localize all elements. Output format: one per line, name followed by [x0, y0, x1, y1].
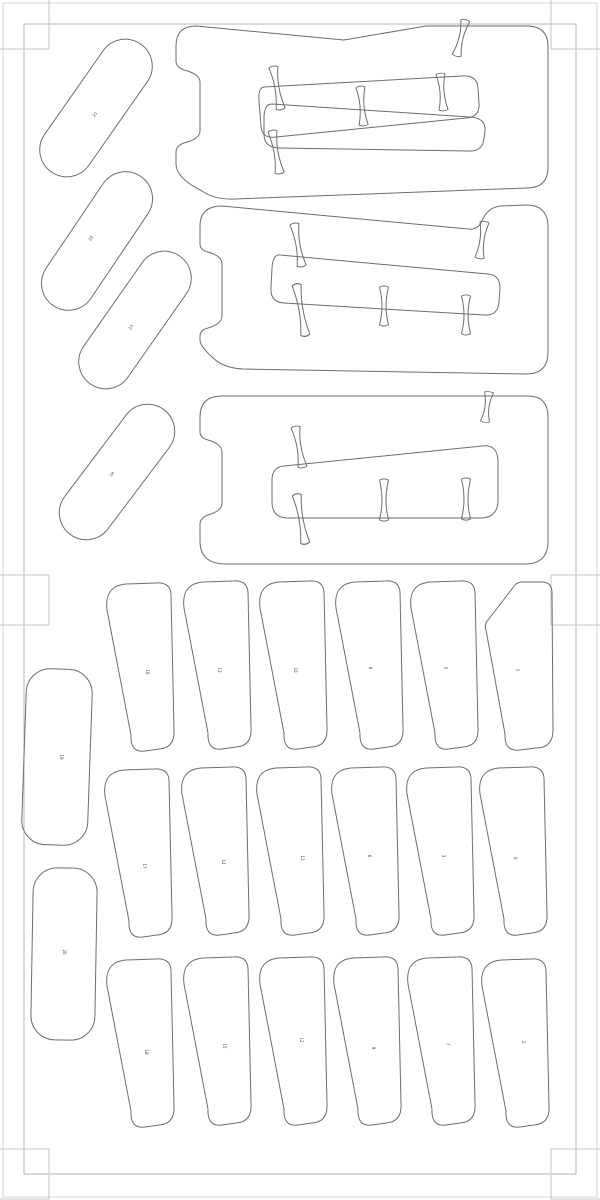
part-outline-strip-r1c2[interactable]	[184, 581, 251, 749]
plate-2	[200, 205, 548, 374]
part-outline-strip-r1c1[interactable]	[107, 583, 174, 751]
strip-grid-row-3	[107, 957, 549, 1127]
part-outline-strip-r2c2[interactable]	[182, 767, 249, 935]
part-label: 21	[91, 110, 99, 118]
part-label: 16	[145, 669, 150, 675]
part-outline-strip-r3c4[interactable]	[334, 957, 401, 1125]
part-outline-strip-r2c3[interactable]	[257, 767, 324, 935]
part-outline-strip-r2c5[interactable]	[407, 767, 474, 935]
part-label: 17	[142, 863, 147, 869]
part-outline-strip-r3c3[interactable]	[260, 957, 327, 1125]
part-outline-strip-r3c6[interactable]	[482, 959, 549, 1127]
part-label: 12	[299, 1037, 304, 1043]
part-outline-strip-r3c1[interactable]	[107, 959, 174, 1127]
part-outline-strip-r3c5[interactable]	[408, 957, 475, 1125]
diagonal-strips	[29, 29, 202, 551]
part-label: 4	[513, 856, 518, 860]
plate-1	[176, 19, 548, 200]
part-outline-strip-r3c2[interactable]	[184, 957, 251, 1125]
strip-grid-row-2	[105, 767, 547, 937]
part-outline-strip-r1c6[interactable]	[485, 582, 553, 750]
part-label: 9	[371, 1046, 376, 1050]
part-label: 5	[443, 666, 448, 670]
part-label: 22	[87, 234, 95, 242]
part-label: 7	[445, 1042, 450, 1046]
part-label: 14	[221, 859, 226, 865]
part-outline-strip-r1c3[interactable]	[260, 581, 327, 749]
part-outline-strip-r1c4[interactable]	[336, 581, 403, 749]
strip-grid-row-1	[107, 581, 553, 751]
part-label: 8	[368, 666, 373, 670]
part-label: 11	[300, 855, 305, 861]
part-outline-diagonal-strip-4[interactable]	[48, 393, 185, 550]
part-label: 6	[367, 854, 372, 858]
part-label: 13	[217, 667, 222, 673]
part-outline-strip-r2c1[interactable]	[105, 769, 172, 937]
part-label: 1	[515, 668, 520, 672]
part-label: 24	[108, 470, 116, 478]
part-label: 3	[441, 854, 446, 858]
part-label: 10	[293, 667, 298, 673]
part-outline-strip-r2c4[interactable]	[332, 767, 399, 935]
part-label: 19	[59, 754, 64, 760]
part-label: 2	[521, 1040, 526, 1044]
left-vertical-parts	[21, 668, 98, 1041]
part-label: 20	[62, 949, 67, 955]
part-label: 23	[127, 323, 135, 331]
part-outline-vertical-1[interactable]	[21, 668, 93, 846]
part-outline-strip-r1c5[interactable]	[411, 581, 478, 749]
part-outline-diagonal-strip-1[interactable]	[29, 29, 163, 188]
part-label: 15	[222, 1043, 227, 1049]
plate-3	[200, 391, 548, 564]
part-label: 18	[144, 1049, 149, 1055]
part-outline-strip-r2c6[interactable]	[480, 767, 547, 935]
